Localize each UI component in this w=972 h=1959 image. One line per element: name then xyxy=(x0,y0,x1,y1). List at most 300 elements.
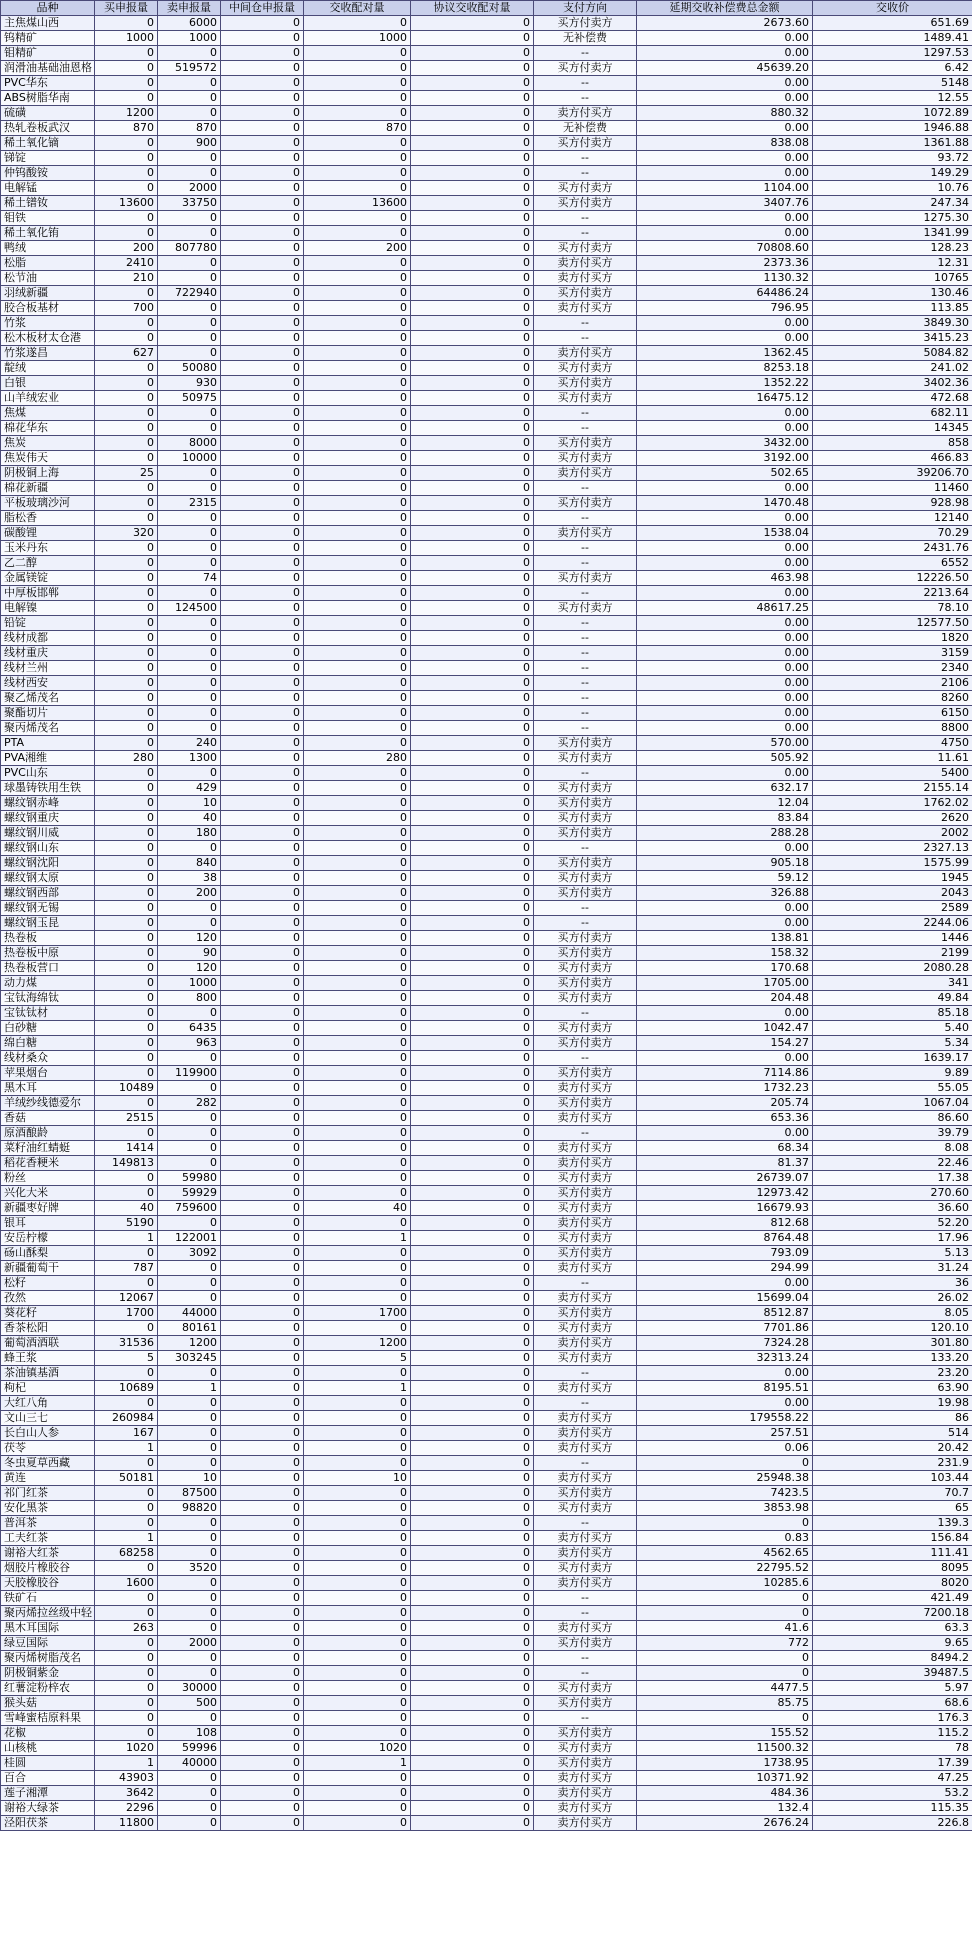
cell-middle-warehouse: 0 xyxy=(221,226,304,241)
cell-sell-declared: 59980 xyxy=(158,1171,221,1186)
cell-payment-direction: 买方付卖方 xyxy=(534,436,637,451)
cell-compensation-total: 0 xyxy=(637,1516,813,1531)
cell-product: 电解锰 xyxy=(1,181,95,196)
cell-agreement-matched: 0 xyxy=(411,1666,534,1681)
cell-agreement-matched: 0 xyxy=(411,1816,534,1831)
cell-middle-warehouse: 0 xyxy=(221,646,304,661)
table-row xyxy=(1,481,972,496)
cell-buy-declared: 0 xyxy=(95,1636,158,1651)
table-row xyxy=(1,451,972,466)
cell-middle-warehouse: 0 xyxy=(221,1426,304,1441)
cell-product: 稀土氧化铕 xyxy=(1,226,95,241)
cell-delivery-matched: 0 xyxy=(304,91,411,106)
cell-compensation-total: 632.17 xyxy=(637,781,813,796)
cell-delivery-price: 2340 xyxy=(813,661,972,676)
cell-sell-declared: 59996 xyxy=(158,1741,221,1756)
cell-buy-declared: 1700 xyxy=(95,1306,158,1321)
cell-sell-declared: 0 xyxy=(158,901,221,916)
table-row xyxy=(1,556,972,571)
table-row xyxy=(1,691,972,706)
cell-product: 线材兰州 xyxy=(1,661,95,676)
cell-middle-warehouse: 0 xyxy=(221,46,304,61)
cell-sell-declared: 0 xyxy=(158,916,221,931)
cell-payment-direction: -- xyxy=(534,1456,637,1471)
cell-delivery-matched: 0 xyxy=(304,1456,411,1471)
cell-agreement-matched: 0 xyxy=(411,871,534,886)
cell-compensation-total: 83.84 xyxy=(637,811,813,826)
cell-compensation-total: 812.68 xyxy=(637,1216,813,1231)
cell-compensation-total: 10285.6 xyxy=(637,1576,813,1591)
cell-product: 棉花华东 xyxy=(1,421,95,436)
cell-delivery-price: 120.10 xyxy=(813,1321,972,1336)
cell-delivery-price: 63.90 xyxy=(813,1381,972,1396)
cell-delivery-price: 31.24 xyxy=(813,1261,972,1276)
cell-product: 安岳柠檬 xyxy=(1,1231,95,1246)
cell-delivery-matched: 0 xyxy=(304,451,411,466)
cell-sell-declared: 200 xyxy=(158,886,221,901)
cell-payment-direction: 买方付卖方 xyxy=(534,61,637,76)
cell-middle-warehouse: 0 xyxy=(221,1006,304,1021)
cell-middle-warehouse: 0 xyxy=(221,1546,304,1561)
cell-delivery-matched: 280 xyxy=(304,751,411,766)
cell-payment-direction: -- xyxy=(534,91,637,106)
cell-product: 热卷板中原 xyxy=(1,946,95,961)
cell-sell-declared: 0 xyxy=(158,511,221,526)
cell-payment-direction: 买方付卖方 xyxy=(534,1486,637,1501)
cell-agreement-matched: 0 xyxy=(411,316,534,331)
cell-product: 冬虫夏草西藏 xyxy=(1,1456,95,1471)
cell-buy-declared: 0 xyxy=(95,511,158,526)
cell-middle-warehouse: 0 xyxy=(221,346,304,361)
cell-agreement-matched: 0 xyxy=(411,751,534,766)
cell-middle-warehouse: 0 xyxy=(221,496,304,511)
table-row xyxy=(1,181,972,196)
cell-payment-direction: 卖方付买方 xyxy=(534,1261,637,1276)
table-row xyxy=(1,1441,972,1456)
cell-sell-declared: 0 xyxy=(158,1816,221,1831)
cell-delivery-price: 23.20 xyxy=(813,1366,972,1381)
cell-delivery-price: 39206.70 xyxy=(813,466,972,481)
cell-product: 稻花香粳米 xyxy=(1,1156,95,1171)
table-row xyxy=(1,1201,972,1216)
cell-agreement-matched: 0 xyxy=(411,1201,534,1216)
cell-middle-warehouse: 0 xyxy=(221,91,304,106)
cell-delivery-price: 53.2 xyxy=(813,1786,972,1801)
cell-compensation-total: 0.00 xyxy=(637,316,813,331)
cell-sell-declared: 0 xyxy=(158,481,221,496)
table-row xyxy=(1,166,972,181)
table-row xyxy=(1,1801,972,1816)
cell-payment-direction: 卖方付买方 xyxy=(534,1801,637,1816)
cell-payment-direction: -- xyxy=(534,1666,637,1681)
cell-agreement-matched: 0 xyxy=(411,541,534,556)
table-row xyxy=(1,961,972,976)
cell-payment-direction: 买方付卖方 xyxy=(534,376,637,391)
cell-agreement-matched: 0 xyxy=(411,676,534,691)
cell-payment-direction: -- xyxy=(534,706,637,721)
cell-middle-warehouse: 0 xyxy=(221,1456,304,1471)
table-row xyxy=(1,1561,972,1576)
cell-buy-declared: 2410 xyxy=(95,256,158,271)
cell-product: 泾阳茯茶 xyxy=(1,1816,95,1831)
cell-agreement-matched: 0 xyxy=(411,1501,534,1516)
table-row xyxy=(1,1411,972,1426)
cell-agreement-matched: 0 xyxy=(411,106,534,121)
cell-product: 靛绒 xyxy=(1,361,95,376)
cell-agreement-matched: 0 xyxy=(411,946,534,961)
cell-agreement-matched: 0 xyxy=(411,511,534,526)
table-row xyxy=(1,346,972,361)
cell-delivery-matched: 0 xyxy=(304,1606,411,1621)
cell-agreement-matched: 0 xyxy=(411,721,534,736)
cell-sell-declared: 0 xyxy=(158,211,221,226)
cell-delivery-price: 421.49 xyxy=(813,1591,972,1606)
cell-middle-warehouse: 0 xyxy=(221,1261,304,1276)
cell-agreement-matched: 0 xyxy=(411,1141,534,1156)
cell-product: 热卷板 xyxy=(1,931,95,946)
cell-payment-direction: -- xyxy=(534,1516,637,1531)
cell-product: 玉米丹东 xyxy=(1,541,95,556)
cell-middle-warehouse: 0 xyxy=(221,1321,304,1336)
cell-compensation-total: 463.98 xyxy=(637,571,813,586)
cell-sell-declared: 0 xyxy=(158,301,221,316)
cell-sell-declared: 0 xyxy=(158,1516,221,1531)
cell-sell-declared: 0 xyxy=(158,1006,221,1021)
cell-payment-direction: 买方付卖方 xyxy=(534,976,637,991)
cell-compensation-total: 154.27 xyxy=(637,1036,813,1051)
cell-product: 仲钨酸铵 xyxy=(1,166,95,181)
cell-compensation-total: 0.00 xyxy=(637,676,813,691)
cell-delivery-price: 1575.99 xyxy=(813,856,972,871)
cell-payment-direction: 买方付卖方 xyxy=(534,241,637,256)
cell-delivery-matched: 0 xyxy=(304,1816,411,1831)
cell-delivery-price: 12226.50 xyxy=(813,571,972,586)
cell-delivery-matched: 0 xyxy=(304,211,411,226)
cell-delivery-price: 22.46 xyxy=(813,1156,972,1171)
cell-middle-warehouse: 0 xyxy=(221,736,304,751)
cell-product: 棉花新疆 xyxy=(1,481,95,496)
cell-compensation-total: 0.00 xyxy=(637,556,813,571)
cell-payment-direction: 买方付卖方 xyxy=(534,1351,637,1366)
cell-product: 安化黑茶 xyxy=(1,1501,95,1516)
cell-delivery-matched: 5 xyxy=(304,1351,411,1366)
cell-agreement-matched: 0 xyxy=(411,1006,534,1021)
table-row xyxy=(1,436,972,451)
cell-buy-declared: 0 xyxy=(95,721,158,736)
cell-compensation-total: 1470.48 xyxy=(637,496,813,511)
cell-buy-declared: 0 xyxy=(95,571,158,586)
cell-delivery-price: 2620 xyxy=(813,811,972,826)
cell-buy-declared: 320 xyxy=(95,526,158,541)
cell-compensation-total: 0.00 xyxy=(637,166,813,181)
cell-sell-declared: 0 xyxy=(158,271,221,286)
cell-product: 葵花籽 xyxy=(1,1306,95,1321)
cell-buy-declared: 0 xyxy=(95,286,158,301)
cell-delivery-price: 63.3 xyxy=(813,1621,972,1636)
cell-middle-warehouse: 0 xyxy=(221,436,304,451)
cell-payment-direction: 买方付卖方 xyxy=(534,811,637,826)
cell-agreement-matched: 0 xyxy=(411,91,534,106)
cell-sell-declared: 44000 xyxy=(158,1306,221,1321)
cell-delivery-matched: 0 xyxy=(304,466,411,481)
cell-payment-direction: -- xyxy=(534,1396,637,1411)
cell-product: 大红八角 xyxy=(1,1396,95,1411)
cell-product: 钼精矿 xyxy=(1,46,95,61)
table-row xyxy=(1,391,972,406)
cell-delivery-matched: 0 xyxy=(304,766,411,781)
table-row xyxy=(1,151,972,166)
cell-buy-declared: 0 xyxy=(95,1171,158,1186)
cell-delivery-price: 149.29 xyxy=(813,166,972,181)
cell-product: 红薯淀粉梓农 xyxy=(1,1681,95,1696)
cell-delivery-price: 12.55 xyxy=(813,91,972,106)
table-row xyxy=(1,586,972,601)
cell-payment-direction: -- xyxy=(534,166,637,181)
cell-buy-declared: 1 xyxy=(95,1756,158,1771)
table-row xyxy=(1,1066,972,1081)
cell-buy-declared: 0 xyxy=(95,316,158,331)
cell-delivery-matched: 0 xyxy=(304,856,411,871)
cell-agreement-matched: 0 xyxy=(411,826,534,841)
cell-delivery-price: 49.84 xyxy=(813,991,972,1006)
cell-sell-declared: 120 xyxy=(158,931,221,946)
cell-buy-declared: 1020 xyxy=(95,1741,158,1756)
cell-compensation-total: 41.6 xyxy=(637,1621,813,1636)
cell-delivery-price: 17.38 xyxy=(813,1171,972,1186)
cell-sell-declared: 807780 xyxy=(158,241,221,256)
cell-buy-declared: 260984 xyxy=(95,1411,158,1426)
cell-buy-declared: 0 xyxy=(95,1186,158,1201)
cell-middle-warehouse: 0 xyxy=(221,991,304,1006)
cell-sell-declared: 0 xyxy=(158,1141,221,1156)
cell-payment-direction: -- xyxy=(534,511,637,526)
cell-product: 苹果烟台 xyxy=(1,1066,95,1081)
cell-sell-declared: 50080 xyxy=(158,361,221,376)
cell-delivery-matched: 0 xyxy=(304,166,411,181)
cell-payment-direction: 无补偿费 xyxy=(534,121,637,136)
cell-buy-declared: 0 xyxy=(95,1651,158,1666)
cell-delivery-matched: 0 xyxy=(304,391,411,406)
cell-agreement-matched: 0 xyxy=(411,646,534,661)
cell-middle-warehouse: 0 xyxy=(221,721,304,736)
cell-buy-declared: 1600 xyxy=(95,1576,158,1591)
cell-delivery-matched: 0 xyxy=(304,526,411,541)
cell-delivery-price: 5.13 xyxy=(813,1246,972,1261)
table-row xyxy=(1,1681,972,1696)
cell-middle-warehouse: 0 xyxy=(221,1576,304,1591)
cell-compensation-total: 3853.98 xyxy=(637,1501,813,1516)
cell-delivery-price: 70.29 xyxy=(813,526,972,541)
cell-payment-direction: 卖方付买方 xyxy=(534,1816,637,1831)
cell-payment-direction: 买方付卖方 xyxy=(534,1171,637,1186)
cell-payment-direction: -- xyxy=(534,1366,637,1381)
cell-sell-declared: 0 xyxy=(158,466,221,481)
table-row xyxy=(1,1636,972,1651)
cell-agreement-matched: 0 xyxy=(411,136,534,151)
cell-delivery-matched: 0 xyxy=(304,586,411,601)
cell-buy-declared: 1 xyxy=(95,1531,158,1546)
cell-agreement-matched: 0 xyxy=(411,1651,534,1666)
table-row xyxy=(1,1096,972,1111)
table-row xyxy=(1,1666,972,1681)
cell-delivery-price: 2155.14 xyxy=(813,781,972,796)
cell-delivery-price: 241.02 xyxy=(813,361,972,376)
cell-sell-declared: 0 xyxy=(158,256,221,271)
cell-delivery-matched: 0 xyxy=(304,376,411,391)
cell-delivery-matched: 0 xyxy=(304,1711,411,1726)
cell-sell-declared: 0 xyxy=(158,721,221,736)
cell-compensation-total: 0.83 xyxy=(637,1531,813,1546)
cell-buy-declared: 10689 xyxy=(95,1381,158,1396)
table-row xyxy=(1,1141,972,1156)
table-row xyxy=(1,1651,972,1666)
table-row xyxy=(1,1171,972,1186)
cell-sell-declared: 59929 xyxy=(158,1186,221,1201)
cell-compensation-total: 0.00 xyxy=(637,631,813,646)
cell-agreement-matched: 0 xyxy=(411,1726,534,1741)
cell-agreement-matched: 0 xyxy=(411,1516,534,1531)
table-row xyxy=(1,1186,972,1201)
cell-buy-declared: 0 xyxy=(95,616,158,631)
cell-sell-declared: 8000 xyxy=(158,436,221,451)
cell-middle-warehouse: 0 xyxy=(221,76,304,91)
cell-product: 螺纹钢重庆 xyxy=(1,811,95,826)
cell-delivery-price: 68.6 xyxy=(813,1696,972,1711)
cell-middle-warehouse: 0 xyxy=(221,1366,304,1381)
cell-compensation-total: 64486.24 xyxy=(637,286,813,301)
cell-compensation-total: 505.92 xyxy=(637,751,813,766)
cell-compensation-total: 12.04 xyxy=(637,796,813,811)
cell-product: 焦炭伟天 xyxy=(1,451,95,466)
header-product: 品种 xyxy=(1,1,95,16)
cell-delivery-matched: 0 xyxy=(304,631,411,646)
cell-delivery-price: 139.3 xyxy=(813,1516,972,1531)
cell-agreement-matched: 0 xyxy=(411,226,534,241)
cell-delivery-price: 19.98 xyxy=(813,1396,972,1411)
cell-buy-declared: 0 xyxy=(95,1126,158,1141)
cell-sell-declared: 0 xyxy=(158,1591,221,1606)
cell-buy-declared: 0 xyxy=(95,481,158,496)
cell-agreement-matched: 0 xyxy=(411,256,534,271)
cell-delivery-price: 12.31 xyxy=(813,256,972,271)
cell-product: 茶油镇基酒 xyxy=(1,1366,95,1381)
cell-delivery-matched: 1000 xyxy=(304,31,411,46)
table-row xyxy=(1,541,972,556)
cell-product: 金属镁锭 xyxy=(1,571,95,586)
cell-payment-direction: 买方付卖方 xyxy=(534,1756,637,1771)
cell-middle-warehouse: 0 xyxy=(221,1156,304,1171)
cell-payment-direction: 买方付卖方 xyxy=(534,1561,637,1576)
cell-product: 焦炭 xyxy=(1,436,95,451)
table-row xyxy=(1,1531,972,1546)
cell-agreement-matched: 0 xyxy=(411,526,534,541)
cell-compensation-total: 1362.45 xyxy=(637,346,813,361)
cell-delivery-matched: 0 xyxy=(304,1636,411,1651)
cell-delivery-matched: 0 xyxy=(304,841,411,856)
cell-product: 烟胶片橡胶谷 xyxy=(1,1561,95,1576)
cell-delivery-price: 231.9 xyxy=(813,1456,972,1471)
cell-middle-warehouse: 0 xyxy=(221,316,304,331)
cell-compensation-total: 0.00 xyxy=(637,1276,813,1291)
cell-delivery-matched: 0 xyxy=(304,316,411,331)
table-row xyxy=(1,661,972,676)
table-row xyxy=(1,286,972,301)
cell-payment-direction: -- xyxy=(534,586,637,601)
cell-buy-declared: 0 xyxy=(95,541,158,556)
cell-delivery-price: 103.44 xyxy=(813,1471,972,1486)
cell-delivery-price: 1341.99 xyxy=(813,226,972,241)
cell-sell-declared: 87500 xyxy=(158,1486,221,1501)
cell-middle-warehouse: 0 xyxy=(221,676,304,691)
cell-compensation-total: 1538.04 xyxy=(637,526,813,541)
cell-delivery-matched: 0 xyxy=(304,1066,411,1081)
cell-delivery-matched: 0 xyxy=(304,1591,411,1606)
cell-buy-declared: 0 xyxy=(95,646,158,661)
cell-middle-warehouse: 0 xyxy=(221,571,304,586)
cell-product: 线材重庆 xyxy=(1,646,95,661)
cell-middle-warehouse: 0 xyxy=(221,841,304,856)
cell-buy-declared: 2515 xyxy=(95,1111,158,1126)
cell-buy-declared: 1 xyxy=(95,1231,158,1246)
cell-payment-direction: 买方付卖方 xyxy=(534,1741,637,1756)
cell-agreement-matched: 0 xyxy=(411,1696,534,1711)
cell-buy-declared: 0 xyxy=(95,1021,158,1036)
table-row xyxy=(1,16,972,31)
cell-payment-direction: -- xyxy=(534,151,637,166)
cell-buy-declared: 0 xyxy=(95,61,158,76)
cell-compensation-total: 0.00 xyxy=(637,706,813,721)
cell-agreement-matched: 0 xyxy=(411,1546,534,1561)
cell-buy-declared: 0 xyxy=(95,946,158,961)
table-row xyxy=(1,1351,972,1366)
cell-delivery-matched: 0 xyxy=(304,1441,411,1456)
cell-payment-direction: 卖方付买方 xyxy=(534,1441,637,1456)
cell-agreement-matched: 0 xyxy=(411,331,534,346)
cell-middle-warehouse: 0 xyxy=(221,331,304,346)
cell-middle-warehouse: 0 xyxy=(221,1561,304,1576)
table-row xyxy=(1,406,972,421)
cell-delivery-price: 20.42 xyxy=(813,1441,972,1456)
cell-compensation-total: 0.00 xyxy=(637,121,813,136)
cell-compensation-total: 1130.32 xyxy=(637,271,813,286)
cell-sell-declared: 0 xyxy=(158,316,221,331)
cell-buy-declared: 0 xyxy=(95,1246,158,1261)
cell-middle-warehouse: 0 xyxy=(221,811,304,826)
cell-delivery-matched: 0 xyxy=(304,151,411,166)
cell-delivery-matched: 0 xyxy=(304,1681,411,1696)
cell-middle-warehouse: 0 xyxy=(221,1291,304,1306)
cell-middle-warehouse: 0 xyxy=(221,1126,304,1141)
cell-middle-warehouse: 0 xyxy=(221,286,304,301)
cell-compensation-total: 0 xyxy=(637,1456,813,1471)
cell-delivery-matched: 0 xyxy=(304,1021,411,1036)
cell-sell-declared: 0 xyxy=(158,421,221,436)
cell-delivery-matched: 0 xyxy=(304,991,411,1006)
cell-product: 长白山人参 xyxy=(1,1426,95,1441)
cell-middle-warehouse: 0 xyxy=(221,886,304,901)
cell-agreement-matched: 0 xyxy=(411,1471,534,1486)
cell-buy-declared: 0 xyxy=(95,1036,158,1051)
cell-delivery-price: 85.18 xyxy=(813,1006,972,1021)
cell-delivery-price: 3415.23 xyxy=(813,331,972,346)
cell-delivery-price: 8020 xyxy=(813,1576,972,1591)
table-row xyxy=(1,901,972,916)
cell-buy-declared: 0 xyxy=(95,991,158,1006)
cell-sell-declared: 0 xyxy=(158,1156,221,1171)
cell-delivery-price: 514 xyxy=(813,1426,972,1441)
table-row xyxy=(1,466,972,481)
cell-buy-declared: 1200 xyxy=(95,106,158,121)
